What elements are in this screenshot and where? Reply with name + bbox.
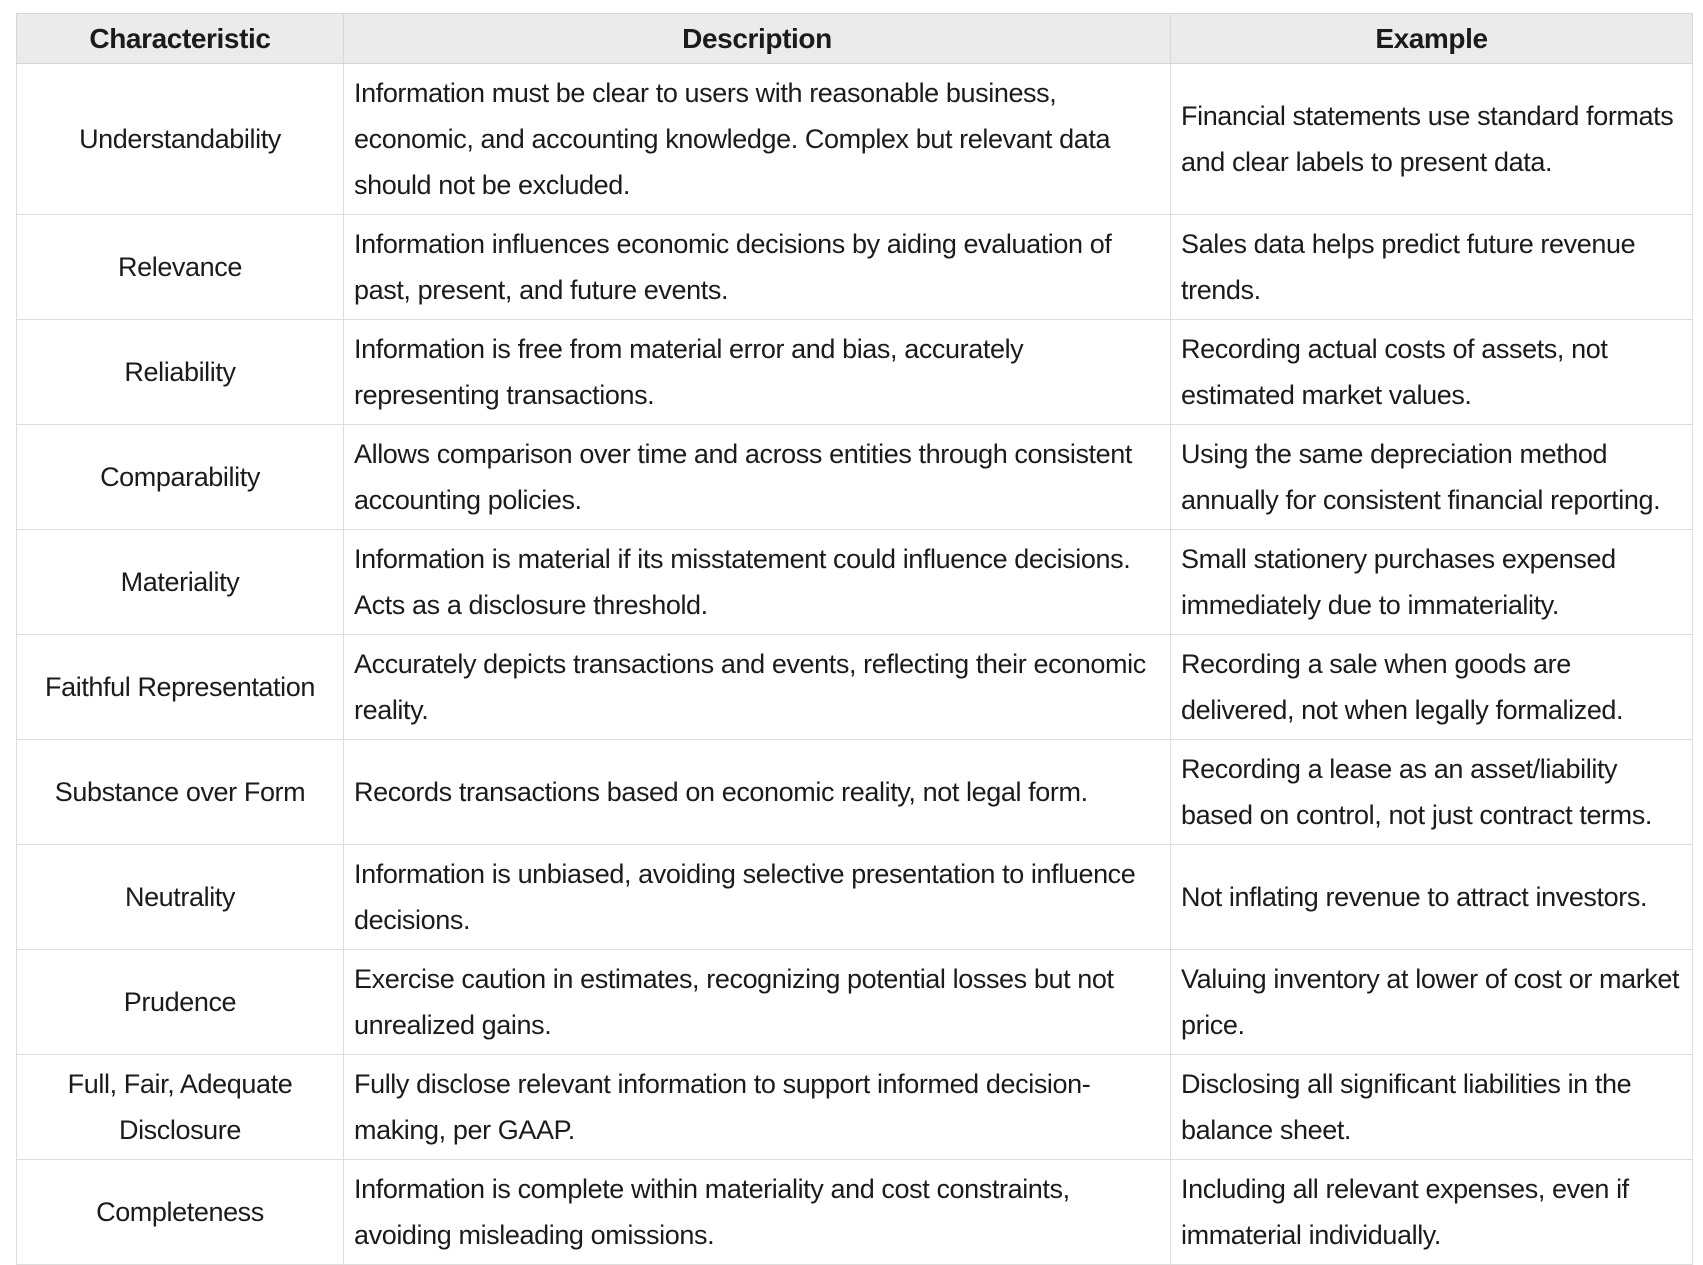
table-row xyxy=(17,530,1693,635)
cell-description: Information is free from material error and bias, accurately representing transactions. xyxy=(344,320,1171,425)
cell-characteristic: Completeness xyxy=(17,1160,344,1265)
column-header-example: Example xyxy=(1171,14,1693,64)
table-row xyxy=(17,1055,1693,1160)
table-row xyxy=(17,845,1693,950)
cell-characteristic: Materiality xyxy=(17,530,344,635)
cell-example: Small stationery purchases expensed immediately due to immateriality. xyxy=(1171,530,1693,635)
table-row xyxy=(17,740,1693,845)
cell-characteristic: Neutrality xyxy=(17,845,344,950)
cell-example: Disclosing all significant liabilities in the balance sheet. xyxy=(1171,1055,1693,1160)
cell-description: Exercise caution in estimates, recognizing potential losses but not unrealized gains. xyxy=(344,950,1171,1055)
cell-characteristic: Substance over Form xyxy=(17,740,344,845)
cell-description: Information is material if its misstatement could influence decisions. Acts as a disclosure threshold. xyxy=(344,530,1171,635)
table-row xyxy=(17,635,1693,740)
cell-characteristic: Comparability xyxy=(17,425,344,530)
cell-characteristic: Relevance xyxy=(17,215,344,320)
cell-characteristic: Faithful Representation xyxy=(17,635,344,740)
cell-example: Valuing inventory at lower of cost or market price. xyxy=(1171,950,1693,1055)
table-row xyxy=(17,215,1693,320)
table-header-row xyxy=(17,14,1693,64)
cell-example: Sales data helps predict future revenue trends. xyxy=(1171,215,1693,320)
table-row xyxy=(17,64,1693,215)
cell-example: Financial statements use standard formats and clear labels to present data. xyxy=(1171,64,1693,215)
table-row xyxy=(17,425,1693,530)
cell-description: Information is unbiased, avoiding selective presentation to influence decisions. xyxy=(344,845,1171,950)
cell-example: Recording a lease as an asset/liability based on control, not just contract terms. xyxy=(1171,740,1693,845)
column-header-characteristic: Characteristic xyxy=(17,14,344,64)
cell-characteristic: Prudence xyxy=(17,950,344,1055)
cell-description: Fully disclose relevant information to support informed decision-making, per GAAP. xyxy=(344,1055,1171,1160)
cell-characteristic: Understandability xyxy=(17,64,344,215)
characteristics-table xyxy=(16,13,1693,1265)
cell-example: Not inflating revenue to attract investors. xyxy=(1171,845,1693,950)
cell-example: Including all relevant expenses, even if immaterial individually. xyxy=(1171,1160,1693,1265)
table-row xyxy=(17,950,1693,1055)
cell-characteristic: Reliability xyxy=(17,320,344,425)
cell-description: Allows comparison over time and across entities through consistent accounting policies. xyxy=(344,425,1171,530)
cell-description: Information influences economic decisions by aiding evaluation of past, present, and future events. xyxy=(344,215,1171,320)
cell-characteristic: Full, Fair, Adequate Disclosure xyxy=(17,1055,344,1160)
cell-example: Recording a sale when goods are delivered, not when legally formalized. xyxy=(1171,635,1693,740)
cell-description: Accurately depicts transactions and events, reflecting their economic reality. xyxy=(344,635,1171,740)
table-row xyxy=(17,320,1693,425)
table-row xyxy=(17,1160,1693,1265)
cell-example: Recording actual costs of assets, not estimated market values. xyxy=(1171,320,1693,425)
column-header-description: Description xyxy=(344,14,1171,64)
cell-description: Information must be clear to users with reasonable business, economic, and accounting knowledge. Complex but relevant data should not be excluded. xyxy=(344,64,1171,215)
cell-description: Information is complete within materiality and cost constraints, avoiding misleading omissions. xyxy=(344,1160,1171,1265)
cell-example: Using the same depreciation method annually for consistent financial reporting. xyxy=(1171,425,1693,530)
cell-description: Records transactions based on economic reality, not legal form. xyxy=(344,740,1171,845)
